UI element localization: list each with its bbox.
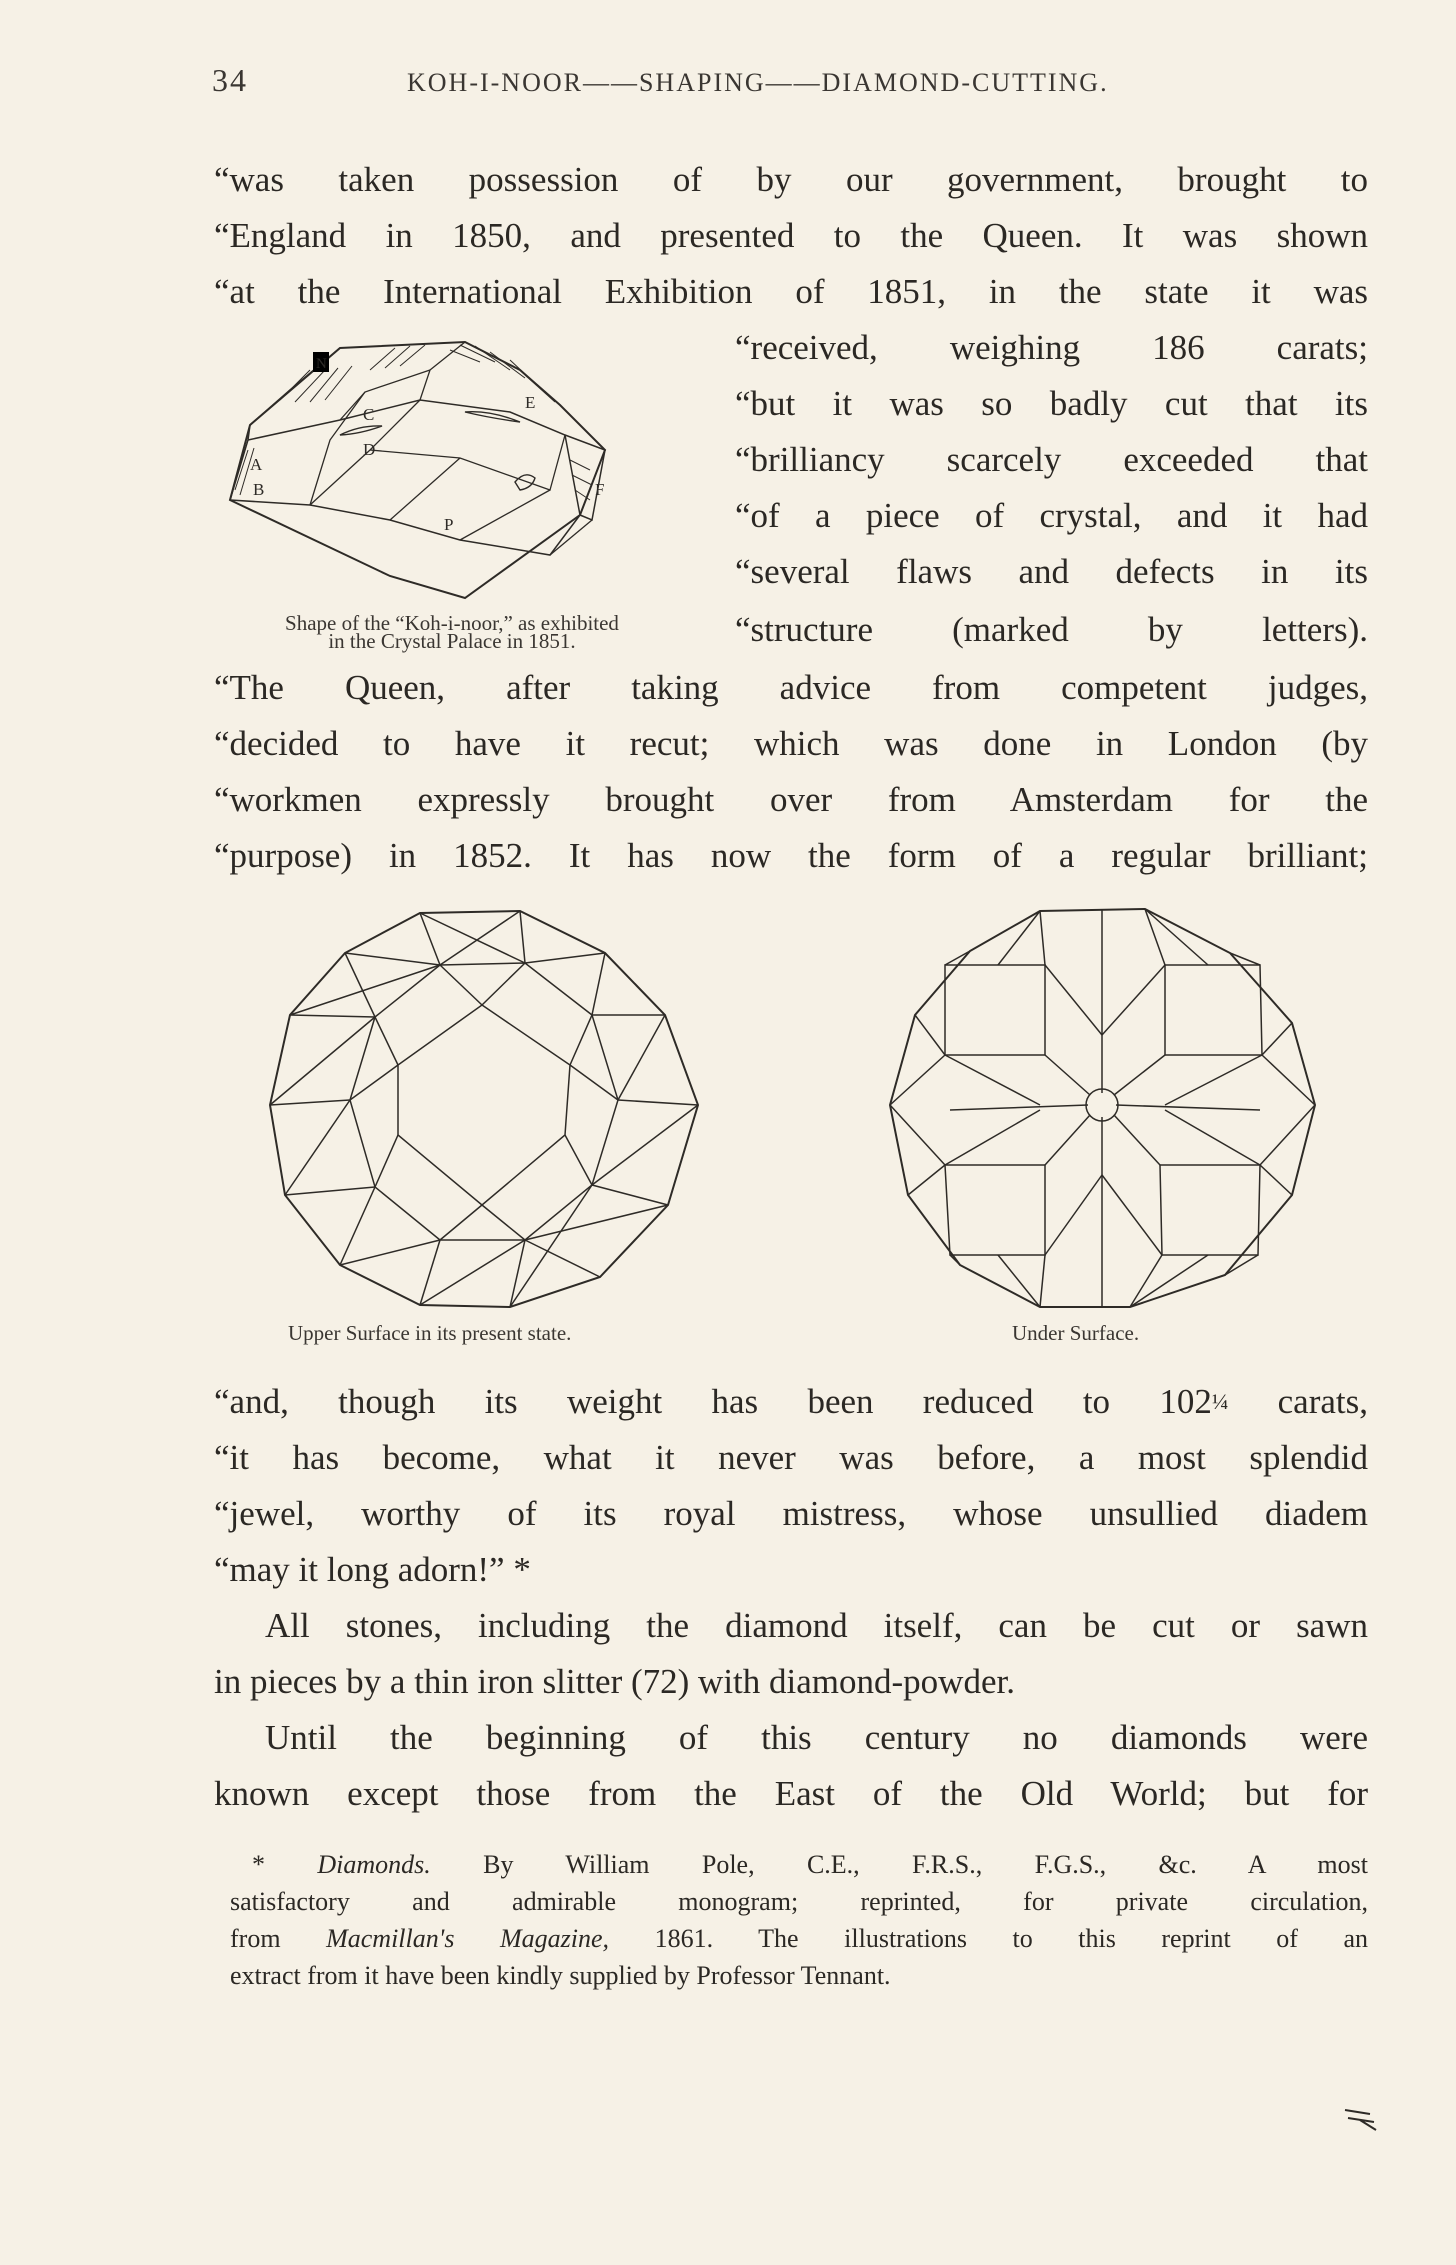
weight-text-end: carats, bbox=[1277, 1382, 1368, 1421]
koh-i-noor-1851-figure bbox=[220, 330, 725, 620]
footnote-line: satisfactory and admirable monogram; reprinted, for private circulation, bbox=[230, 1887, 1368, 1916]
body-line: Until the beginning of this century no diamonds were bbox=[265, 1718, 1368, 1757]
body-line: “structure (marked by letters). bbox=[735, 610, 1368, 649]
footnote-marker: * bbox=[252, 1850, 265, 1879]
upper-surface-caption: Upper Surface in its present state. bbox=[288, 1321, 572, 1345]
body-line: “was taken possession of by our government, brought to bbox=[214, 160, 1368, 199]
flaw-label-a: A bbox=[250, 455, 263, 474]
body-line: “at the International Exhibition of 1851, in the state it was bbox=[214, 272, 1368, 311]
footnote-text: 1861. The illustrations to this reprint of an bbox=[654, 1924, 1368, 1953]
under-surface-caption: Under Surface. bbox=[1012, 1321, 1140, 1345]
body-line: “purpose) in 1852. It has now the form of a regular brilliant; bbox=[214, 836, 1368, 875]
footnote-magazine: Macmillan's Magazine, bbox=[326, 1924, 610, 1953]
footnote-line bbox=[252, 1846, 1368, 1883]
body-line: “received, weighing 186 carats; bbox=[735, 328, 1368, 367]
footnote-title: Diamonds. bbox=[317, 1850, 431, 1879]
running-header bbox=[212, 62, 1372, 102]
weight-fraction: ¼ bbox=[1211, 1389, 1229, 1414]
body-line bbox=[214, 1374, 1368, 1434]
body-line: All stones, including the diamond itself, can be cut or sawn bbox=[265, 1606, 1368, 1645]
footnote-line: extract from it have been kindly supplied by Professor Tennant. bbox=[230, 1961, 891, 1990]
figure-caption-1851 bbox=[212, 612, 692, 652]
flaw-label-n: N bbox=[316, 356, 327, 372]
body-line: “of a piece of crystal, and it had bbox=[735, 496, 1368, 535]
caption-line: in the Crystal Palace in 1851. bbox=[328, 629, 576, 653]
body-line: “decided to have it recut; which was done in London (by bbox=[214, 724, 1368, 763]
body-line: “jewel, worthy of its royal mistress, whose unsullied diadem bbox=[214, 1494, 1368, 1533]
footnote-line bbox=[230, 1920, 1368, 1957]
flaw-label-c: C bbox=[363, 405, 375, 424]
body-line: “workmen expressly brought over from Amsterdam for the bbox=[214, 780, 1368, 819]
weight-text-start: “and, though its weight has been reduced to 102 bbox=[214, 1382, 1212, 1421]
flaw-label-d: D bbox=[363, 440, 376, 459]
footnote-text: from bbox=[230, 1924, 281, 1953]
flaw-label-p: P bbox=[444, 515, 454, 534]
page-number: 34 bbox=[212, 62, 248, 98]
body-line: “brilliancy scarcely exceeded that bbox=[735, 440, 1368, 479]
upper-surface-figure bbox=[270, 905, 710, 1315]
running-title: KOH-I-NOOR——SHAPING——DIAMOND-CUTTING. bbox=[407, 68, 1109, 97]
footnote-text: By William Pole, C.E., F.R.S., F.G.S., &c. A most bbox=[483, 1850, 1368, 1879]
flaw-label-f: F bbox=[595, 480, 605, 499]
catchword-mark bbox=[1340, 2100, 1380, 2140]
body-line: known except those from the East of the Old World; but for bbox=[214, 1774, 1368, 1813]
under-surface-figure bbox=[890, 905, 1320, 1315]
body-line: “England in 1850, and presented to the Queen. It was shown bbox=[214, 216, 1368, 255]
body-line: “it has become, what it never was before, a most splendid bbox=[214, 1438, 1368, 1477]
body-line: “The Queen, after taking advice from competent judges, bbox=[214, 668, 1368, 707]
flaw-label-b: B bbox=[253, 480, 265, 499]
body-line: “several flaws and defects in its bbox=[735, 552, 1368, 591]
flaw-label-e: E bbox=[525, 393, 536, 412]
caption-line: Shape of the “Koh-i-noor,” as exhibited bbox=[285, 611, 619, 635]
body-line: “but it was so badly cut that its bbox=[735, 384, 1368, 423]
body-line: in pieces by a thin iron slitter (72) with diamond-powder. bbox=[214, 1662, 1015, 1701]
body-line: “may it long adorn!” * bbox=[214, 1550, 531, 1589]
